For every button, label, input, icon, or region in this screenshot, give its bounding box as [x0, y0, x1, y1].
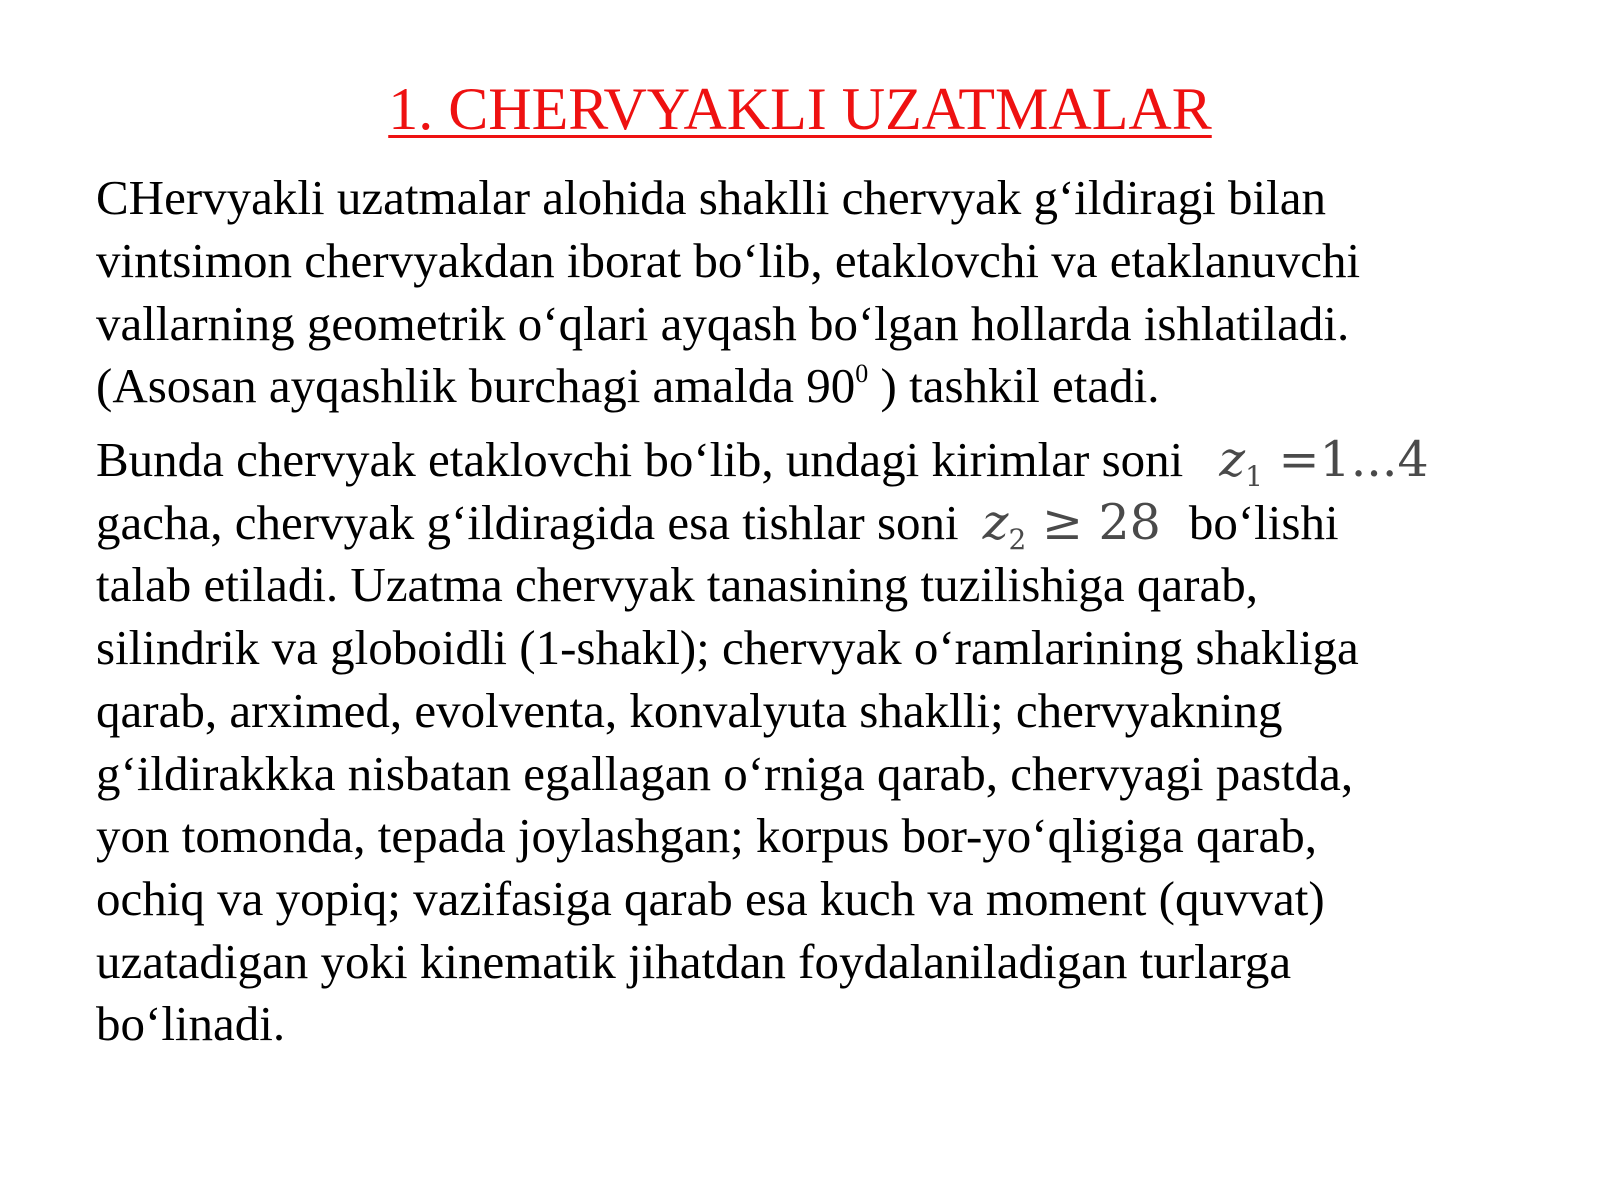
- text-line: bo‘linadi.: [96, 996, 286, 1051]
- formula-z2: $z_2 \ge 28$: [982, 494, 1161, 556]
- text-line: talab etiladi. Uzatma chervyak tanasining tuzilishiga qarab,: [96, 557, 1258, 612]
- text-line: g‘ildirakkka nisbatan egallagan o‘rniga qarab, chervyagi pastda,: [96, 746, 1354, 801]
- text-line: [96, 430, 1429, 493]
- formula-z1: $z_1 =1...4$: [1219, 431, 1429, 493]
- text-segment: bo‘lishi: [1188, 495, 1339, 550]
- text-line: qarab, arximed, evolventa, konvalyuta shaklli; chervyakning: [96, 683, 1283, 738]
- text-segment: (Asosan ayqashlik burchagi amalda 90: [96, 358, 856, 413]
- slide-title: 1. CHERVYAKLI UZATMALAR: [388, 76, 1212, 142]
- text-segment: ) tashkil etadi.: [868, 358, 1160, 413]
- text-line: vintsimon chervyakdan iborat bo‘lib, etaklovchi va etaklanuvchi: [96, 233, 1361, 288]
- text-segment: Bunda chervyak etaklovchi bo‘lib, undagi kirimlar soni: [96, 432, 1184, 487]
- text-line: silindrik va globoidli (1-shakl); chervyak o‘ramlarining shakliga: [96, 620, 1359, 675]
- text-line: yon tomonda, tepada joylashgan; korpus bor-yo‘qligiga qarab,: [96, 808, 1318, 863]
- degree-superscript: 0: [855, 359, 869, 388]
- text-line: ochiq va yopiq; vazifasiga qarab esa kuch va moment (quvvat): [96, 871, 1325, 926]
- text-line: [96, 493, 1339, 556]
- text-line: [96, 356, 1160, 416]
- text-segment: gacha, chervyak g‘ildiragida esa tishlar soni: [96, 495, 959, 550]
- text-line: CHervyakli uzatmalar alohida shaklli chervyak g‘ildiragi bilan: [96, 170, 1327, 225]
- text-line: vallarning geometrik o‘qlari ayqash bo‘lgan hollarda ishlatiladi.: [96, 296, 1350, 351]
- text-line: uzatadigan yoki kinematik jihatdan foydalaniladigan turlarga: [96, 934, 1292, 989]
